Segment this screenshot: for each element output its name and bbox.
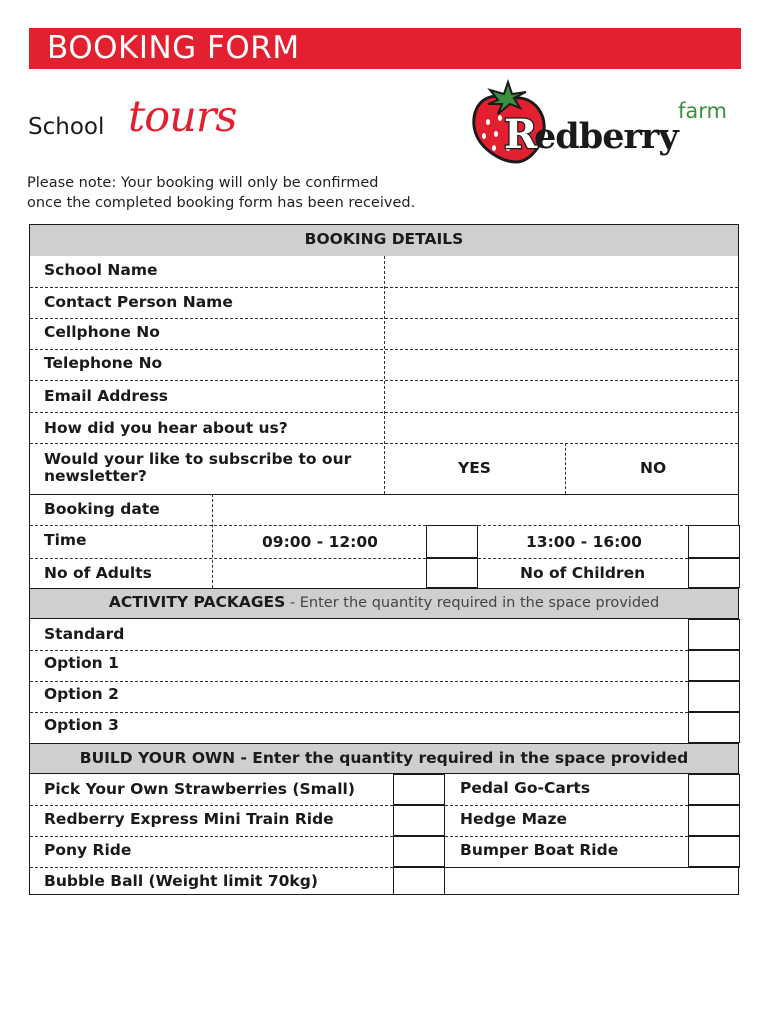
time-slot-afternoon-box[interactable] — [688, 525, 740, 558]
strawberries-label: Pick Your Own Strawberries (Small) — [44, 780, 355, 798]
newsletter-no[interactable]: NO — [640, 459, 667, 477]
email-label: Email Address — [44, 387, 169, 405]
build-your-own-header — [30, 743, 738, 774]
bubble-ball-label: Bubble Ball (Weight limit 70kg) — [44, 872, 318, 890]
activity-packages-title: ACTIVITY PACKAGES — [108, 593, 286, 611]
school-label: School — [28, 114, 105, 140]
go-carts-label: Pedal Go-Carts — [460, 779, 591, 797]
package-option1-box[interactable] — [688, 650, 740, 681]
booking-details-header — [30, 225, 738, 256]
train-ride-label: Redberry Express Mini Train Ride — [44, 810, 334, 828]
bumper-boat-box[interactable] — [688, 836, 740, 867]
time-label: Time — [44, 531, 87, 549]
newsletter-yes[interactable]: YES — [458, 459, 491, 477]
activity-packages-header — [30, 588, 738, 619]
tours-label: tours — [128, 92, 237, 142]
package-standard-box[interactable] — [688, 619, 740, 650]
time-slot-afternoon: 13:00 - 16:00 — [526, 533, 642, 551]
contact-person-label: Contact Person Name — [44, 293, 233, 311]
school-name-input[interactable] — [386, 256, 738, 287]
newsletter-label: Would your like to subscribe to our newsletter? — [44, 450, 352, 485]
svg-text:R: R — [504, 111, 538, 158]
school-name-label: School Name — [44, 261, 158, 279]
activity-packages-subtitle: - Enter the quantity required in the space provided — [285, 595, 660, 611]
bubble-ball-box[interactable] — [393, 867, 445, 895]
package-option2-label: Option 2 — [44, 685, 119, 703]
hedge-maze-label: Hedge Maze — [460, 810, 568, 828]
train-ride-box[interactable] — [393, 805, 445, 836]
go-carts-box[interactable] — [688, 774, 740, 805]
package-standard-label: Standard — [44, 625, 125, 643]
contact-person-input[interactable] — [386, 287, 738, 318]
note-line-1: Please note: Your booking will only be confirmed — [27, 175, 379, 191]
title-banner — [29, 28, 741, 69]
redberry-farm-logo — [468, 78, 740, 164]
confirmation-note — [27, 173, 507, 213]
adults-label: No of Adults — [44, 564, 152, 582]
form-title: BOOKING FORM — [47, 30, 300, 66]
cellphone-input[interactable] — [386, 318, 738, 349]
booking-form-table — [29, 224, 739, 895]
package-option3-label: Option 3 — [44, 716, 119, 734]
booking-date-input[interactable] — [214, 494, 738, 525]
hedge-maze-box[interactable] — [688, 805, 740, 836]
telephone-input[interactable] — [386, 349, 738, 380]
package-option2-box[interactable] — [688, 681, 740, 712]
email-input[interactable] — [386, 380, 738, 411]
booking-details-title: BOOKING DETAILS — [304, 230, 464, 248]
time-slot-morning: 09:00 - 12:00 — [262, 533, 378, 551]
logo-brand-text: edberry — [534, 116, 678, 157]
bumper-boat-label: Bumper Boat Ride — [460, 841, 619, 859]
telephone-label: Telephone No — [44, 354, 163, 372]
adults-input[interactable] — [214, 558, 426, 588]
time-slot-morning-box[interactable] — [426, 525, 478, 558]
children-box[interactable] — [688, 558, 740, 588]
hear-about-us-label: How did you hear about us? — [44, 419, 288, 437]
note-line-2: once the completed booking form has been received. — [27, 195, 416, 211]
children-label: No of Children — [520, 564, 646, 582]
pony-ride-label: Pony Ride — [44, 841, 132, 859]
adults-box[interactable] — [426, 558, 478, 588]
package-option1-label: Option 1 — [44, 654, 119, 672]
hear-about-us-input[interactable] — [386, 412, 738, 443]
logo-farm-text: farm — [678, 99, 727, 123]
package-option3-box[interactable] — [688, 712, 740, 743]
cellphone-label: Cellphone No — [44, 323, 160, 341]
booking-date-label: Booking date — [44, 500, 160, 518]
pony-ride-box[interactable] — [393, 836, 445, 867]
strawberries-box[interactable] — [393, 774, 445, 805]
build-your-own-title: BUILD YOUR OWN - Enter the quantity required in the space provided — [79, 749, 689, 767]
